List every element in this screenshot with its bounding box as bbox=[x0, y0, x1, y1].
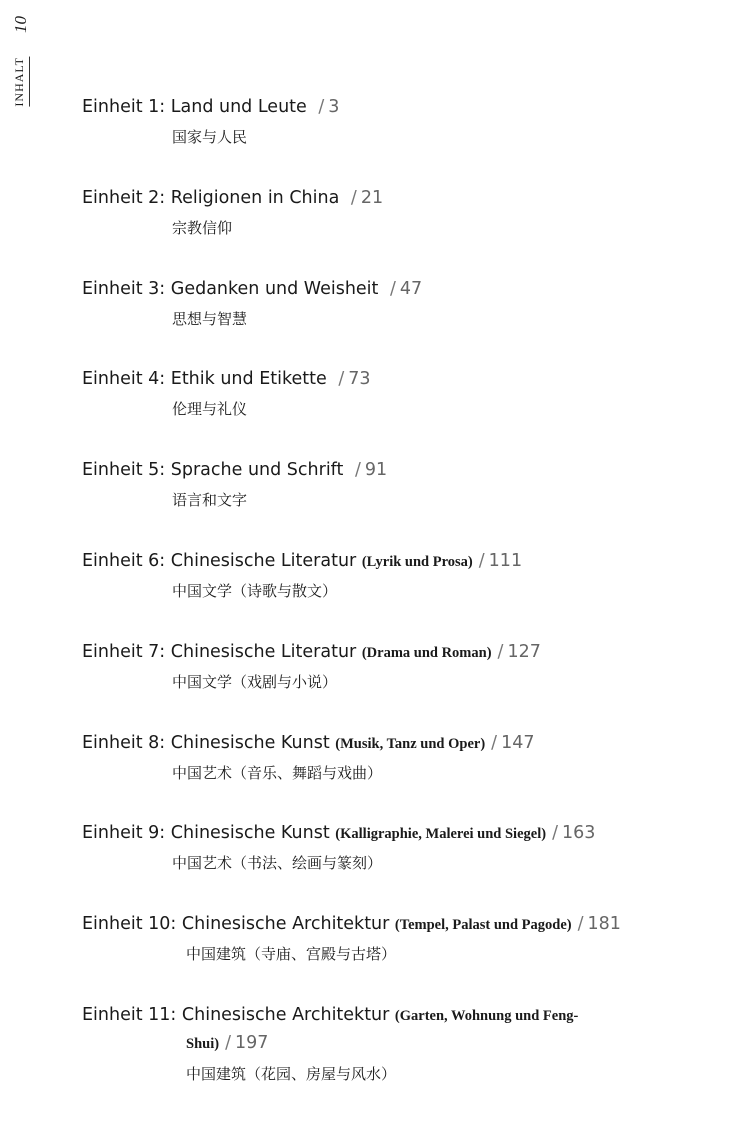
chinese-title: 宗教信仰 bbox=[172, 218, 233, 237]
table-of-contents bbox=[82, 94, 722, 1086]
page-ref: 21 bbox=[360, 187, 384, 208]
unit-title: Chinesische Literatur bbox=[170, 641, 357, 662]
unit-label: Einheit 4: bbox=[82, 369, 166, 390]
page-ref: 163 bbox=[561, 823, 596, 844]
toc-entry bbox=[82, 548, 722, 639]
unit-subtitle: (Tempel, Palast und Pagode) bbox=[394, 917, 572, 934]
separator: / bbox=[390, 278, 396, 299]
unit-label: Einheit 8: bbox=[82, 732, 166, 753]
unit-title: Chinesische Literatur bbox=[170, 550, 357, 571]
chinese-title: 中国艺术（音乐、舞蹈与戏曲） bbox=[172, 763, 383, 782]
unit-subtitle: (Lyrik und Prosa) bbox=[361, 553, 473, 570]
page-ref: 111 bbox=[488, 550, 523, 571]
toc-entry bbox=[82, 820, 722, 911]
chinese-title: 中国文学（戏剧与小说） bbox=[172, 672, 338, 691]
unit-title: Ethik und Etikette bbox=[170, 369, 327, 390]
unit-subtitle: (Garten, Wohnung und Feng- bbox=[394, 1007, 579, 1024]
separator: / bbox=[478, 550, 485, 571]
unit-label: Einheit 5: bbox=[82, 460, 166, 481]
unit-title: Chinesische Architektur bbox=[181, 1004, 390, 1025]
toc-entry bbox=[82, 730, 722, 821]
chinese-title: 国家与人民 bbox=[172, 128, 248, 146]
page-number: 10 bbox=[11, 16, 30, 33]
page-ref: 147 bbox=[501, 732, 535, 753]
unit-label: Einheit 9: bbox=[82, 823, 166, 844]
unit-title: Sprache und Schrift bbox=[170, 460, 344, 481]
chinese-title: 中国建筑（寺庙、宫殿与古塔） bbox=[186, 945, 397, 964]
separator: / bbox=[552, 823, 558, 844]
toc-entry bbox=[82, 276, 722, 367]
page-ref: 73 bbox=[348, 369, 371, 390]
toc-entry bbox=[82, 911, 722, 1002]
chinese-title: 中国艺术（书法、绘画与篆刻） bbox=[172, 854, 383, 873]
separator: / bbox=[354, 460, 361, 481]
separator: / bbox=[497, 641, 504, 662]
page-ref: 91 bbox=[364, 460, 388, 481]
page-ref: 3 bbox=[328, 97, 340, 117]
unit-label: Einheit 3: bbox=[82, 278, 166, 299]
page-margin bbox=[8, 16, 34, 107]
chinese-title: 中国文学（诗歌与散文） bbox=[172, 581, 338, 600]
unit-title: Gedanken und Weisheit bbox=[170, 278, 379, 299]
unit-subtitle: (Musik, Tanz und Oper) bbox=[335, 735, 486, 752]
unit-label: Einheit 1: bbox=[82, 97, 166, 117]
unit-label: Einheit 6: bbox=[82, 550, 166, 571]
toc-entry bbox=[82, 1002, 722, 1086]
unit-title: Chinesische Architektur bbox=[181, 914, 390, 935]
unit-label: Einheit 11: bbox=[82, 1004, 177, 1025]
toc-entry bbox=[82, 366, 722, 457]
page-ref: 127 bbox=[507, 641, 541, 662]
toc-entry bbox=[82, 94, 722, 185]
unit-label: Einheit 7: bbox=[82, 641, 166, 662]
separator: / bbox=[577, 914, 584, 935]
page-ref: 181 bbox=[587, 914, 621, 935]
page-ref: 197 bbox=[234, 1032, 269, 1053]
separator: / bbox=[350, 187, 357, 208]
unit-title: Chinesische Kunst bbox=[170, 732, 330, 753]
toc-entry bbox=[82, 185, 722, 276]
toc-entry bbox=[82, 457, 722, 548]
unit-title: Religionen in China bbox=[170, 187, 340, 208]
unit-subtitle-cont: Shui) bbox=[186, 1035, 220, 1052]
separator: / bbox=[338, 369, 345, 390]
toc-entry bbox=[82, 639, 722, 730]
unit-label: Einheit 2: bbox=[82, 187, 166, 208]
chinese-title: 中国建筑（花园、房屋与风水） bbox=[186, 1064, 397, 1083]
chinese-title: 伦理与礼仪 bbox=[172, 400, 248, 419]
unit-label: Einheit 10: bbox=[82, 914, 177, 935]
unit-subtitle-continued bbox=[82, 1029, 722, 1058]
unit-subtitle: (Drama und Roman) bbox=[361, 644, 492, 661]
chinese-title: 思想与智慧 bbox=[172, 309, 248, 328]
section-label: INHALT bbox=[12, 57, 30, 107]
page-ref: 47 bbox=[399, 278, 423, 299]
chinese-title: 语言和文字 bbox=[172, 491, 248, 510]
unit-title: Land und Leute bbox=[170, 97, 307, 117]
separator: / bbox=[491, 732, 498, 753]
unit-title: Chinesische Kunst bbox=[170, 823, 330, 844]
separator: / bbox=[318, 97, 325, 117]
unit-subtitle: (Kalligraphie, Malerei und Siegel) bbox=[335, 826, 547, 843]
separator: / bbox=[225, 1032, 231, 1053]
